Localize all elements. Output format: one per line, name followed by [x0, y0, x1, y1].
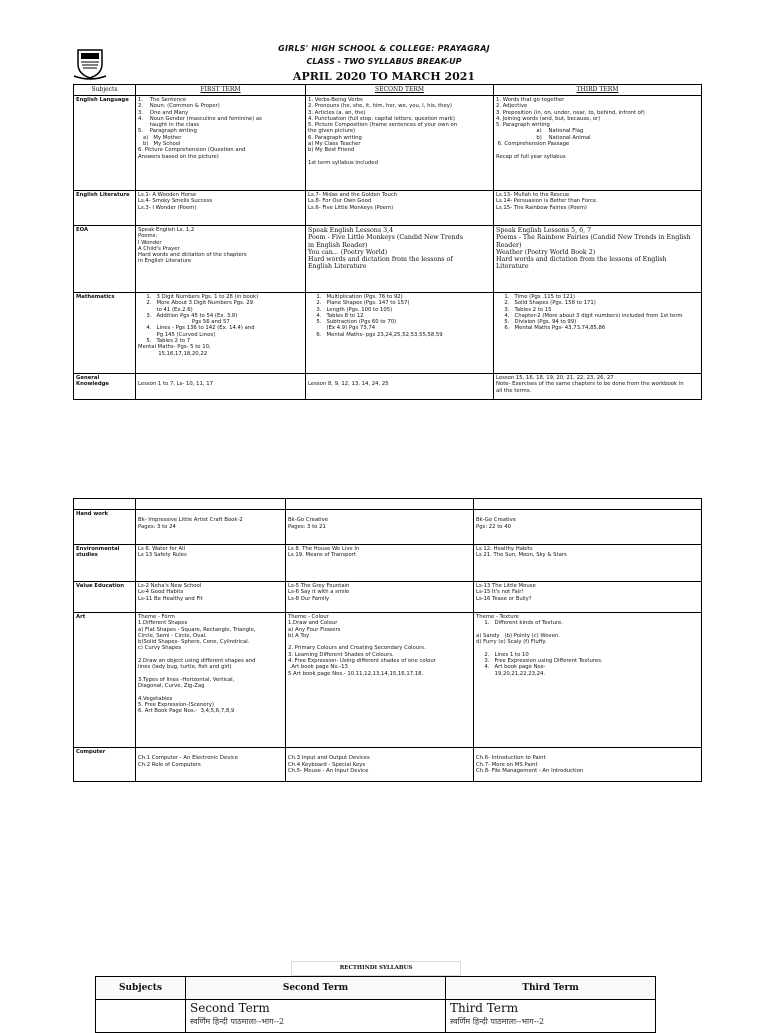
third-term-cell [494, 226, 702, 293]
third-term-cell [474, 510, 702, 545]
syllabus-line: 4. Chapter-2 (More about 3 digit numbers) included from 1st term [496, 312, 683, 319]
syllabus-line: Ls.8- For Our Own Good [308, 198, 372, 205]
syllabus-line: Theme - Texture [476, 614, 519, 620]
third-term-cell [474, 545, 702, 582]
hindi-col-second: Second Term [186, 977, 446, 1000]
syllabus-line: in English Reader) [308, 241, 368, 249]
second-term-cell [306, 191, 494, 226]
syllabus-line: Ls-13 The Little Mouse [476, 583, 536, 589]
syllabus-line: 19,20,21,22,23,24. [476, 670, 546, 677]
syllabus-line: lines (lady bug, turtle, fish and girl) [138, 664, 232, 671]
table-row [74, 293, 702, 374]
syllabus-line: 3. Addition Pgs 45 to 54 (Ex. 3.8) [138, 312, 238, 319]
col-second-term: SECOND TERM [306, 85, 494, 96]
syllabus-line: 3. Tables 2 to 15 [496, 306, 552, 313]
syllabus-line: 5. Paragraph writing [496, 122, 550, 129]
syllabus-line: 4. Free Expression- Using different shades of one colour [288, 658, 436, 665]
syllabus-line: I Wonder [138, 239, 162, 246]
syllabus-line: 4. Art book page Nos- [476, 664, 546, 671]
syllabus-line: Speak English Ls. 1,2 [138, 227, 195, 233]
syllabus-line: 4. Noun Gender (masculine and feminine) as [138, 115, 262, 122]
syllabus-line: A Child's Prayer [138, 245, 180, 252]
syllabus-line: 2.Draw an object using different shapes and [138, 658, 256, 665]
syllabus-line: Ch.1 Computer - An Electronic Device [138, 755, 238, 762]
subject-cell: English Language [74, 96, 136, 191]
syllabus-line: Literature [496, 263, 529, 271]
syllabus-line: Weather (Poetry World Book 2) [496, 248, 596, 256]
class-title: CLASS - TWO SYLLABUS BREAK-UP [306, 57, 462, 66]
syllabus-line: Poem - Five Little Monkeys (Candid New Trends [308, 234, 463, 242]
syllabus-line: Poems - The Rainbow Fairies (Candid New Trends in English [496, 234, 691, 242]
syllabus-line: Bk- Impressive Little Artist Craft Book-2 [138, 517, 243, 524]
hindi-third-term-label: Third Term [450, 1001, 519, 1015]
subject-cell: EOA [74, 226, 136, 293]
syllabus-line: Ls-6 Say it with a smile [288, 589, 350, 596]
syllabus-line: Ls 13 Safety Rules [138, 552, 187, 559]
syllabus-table-1 [73, 84, 702, 400]
syllabus-line: Diagonal, Curve, Zig-Zag [138, 683, 205, 690]
syllabus-line: in English Literature [138, 258, 192, 265]
syllabus-line: 1. Multiplication (Pgs. 76 to 92) [308, 294, 403, 300]
table-row [74, 613, 702, 748]
syllabus-line: 3. Preposition (in, on, under, near, to, behind, infront of) [496, 109, 645, 116]
syllabus-line: a) My Class Teacher [308, 141, 361, 148]
second-term-cell [306, 96, 494, 191]
syllabus-line: 2. Pronouns (he, she, it, him, her, we, you, I, his, they) [308, 103, 452, 110]
table-row [74, 545, 702, 582]
syllabus-line: 3. Free Expression using Different Textures. [476, 658, 603, 665]
table-row [74, 748, 702, 782]
syllabus-line: Ls-15 It's not Fair! [476, 589, 524, 596]
third-term-cell [474, 582, 702, 613]
syllabus-line: Ls.1- A Wooden Horse [138, 192, 197, 198]
syllabus-line: 2. Adjective [496, 103, 528, 110]
syllabus-line: (Ex 4.9) Pgs 73,74 [308, 325, 376, 332]
hindi-syllabus-table [95, 976, 656, 1033]
first-term-cell [136, 191, 306, 226]
syllabus-line: b) My Best Friend [308, 147, 355, 154]
syllabus-line: Answers based on the picture) [138, 153, 219, 160]
syllabus-line: 5. Subtraction (Pgs 60 to 70) [308, 319, 397, 326]
first-term-cell [136, 545, 286, 582]
syllabus-line: Ch.3 Input and Output Devices [288, 755, 370, 762]
syllabus-line: Ls-4 Good Habits [138, 589, 184, 596]
syllabus-line: Ls-16 Tease or Bully? [476, 595, 532, 602]
syllabus-line: b) My School [138, 141, 181, 148]
syllabus-line: You can... (Poetry World) [308, 248, 388, 256]
syllabus-line: Ls 21. The Sun, Moon, Sky & Stars [476, 552, 567, 559]
syllabus-line: 4. Tables 8 to 12 [308, 312, 364, 319]
hindi-book-name: स्वर्णिम हिन्दी पाठमाला--भाग--2 [190, 1017, 285, 1026]
syllabus-line: 5.Art book page Nos.- 10,11,12,13,14,15,16,17,18. [288, 670, 424, 677]
syllabus-line: Theme - Form [138, 614, 175, 620]
syllabus-line: Ch.4 Keyboard - Special Keys [288, 761, 366, 768]
syllabus-line: Ls.7- Midas and the Golden Touch [308, 192, 398, 198]
syllabus-line: Ls.13- Mullah to the Rescue [496, 192, 570, 198]
syllabus-line: Ch.2 Role of Computers [138, 761, 201, 768]
syllabus-line: 2. More About 3 Digit Numbers Pgs. 29 [138, 300, 254, 307]
syllabus-line: Mental Maths- Pgs- 5 to 10, [138, 344, 211, 351]
syllabus-line: Reader) [496, 241, 522, 249]
first-term-cell [136, 374, 306, 400]
syllabus-line: d) Furry (e) Scaly (f) Fluffy. [476, 639, 547, 646]
syllabus-line: Bk-Go Creative [476, 517, 517, 524]
syllabus-line: Bk-Go Creative [288, 517, 329, 524]
syllabus-line: b)Solid Shapes- Sphere, Cone, Cylindrical. [138, 639, 250, 646]
syllabus-line: Ls 19. Means of Transport [288, 552, 357, 559]
syllabus-line: taught in the class [138, 122, 199, 129]
first-term-cell [136, 96, 306, 191]
syllabus-line: Ls-8 Our Family [288, 595, 330, 602]
syllabus-line: 15,16,17,18,20,22 [138, 350, 208, 357]
syllabus-line: Ls.6- Five Little Monkeys (Poem) [308, 204, 394, 211]
syllabus-line: Poems: [138, 233, 158, 240]
school-name: GIRLS' HIGH SCHOOL & COLLEGE: PRAYAGRAJ [278, 44, 490, 53]
syllabus-line: 5. Tables 2 to 7 [138, 338, 191, 345]
syllabus-line: Pg 145 (Curved Lines) [138, 331, 216, 338]
syllabus-line: 2. Solid Shapes (Pgs. 158 to 171) [496, 300, 596, 307]
syllabus-line: Ls-2 Neha's New School [138, 583, 202, 589]
syllabus-line: Ch.8- File Management - An Introduction [476, 767, 584, 774]
syllabus-line: 4. Joining words (and, but, because, or) [496, 115, 601, 122]
syllabus-line: b) A Toy [288, 632, 310, 639]
syllabus-line: 1. 3 Digit Numbers Pgs. 1 to 28 (in book) [138, 294, 259, 300]
subject-cell: General Knowledge [74, 374, 136, 400]
syllabus-line: 1. Verbs-Being Verbs [308, 97, 363, 103]
syllabus-line: Pages: 3 to 24 [138, 523, 176, 530]
syllabus-line: to 41 (Ex.2.6) [138, 306, 193, 313]
subject-cell: Art [74, 613, 136, 748]
syllabus-line: Ch.6- Introduction to Paint [476, 755, 546, 762]
syllabus-line: Hard words and dictation of the chapters [138, 252, 247, 259]
syllabus-line: 4.Vegetables [138, 695, 173, 702]
syllabus-line: Ls 12. Healthy Habits [476, 546, 533, 552]
syllabus-line: 4. Punctuation (full stop, capital letters, question mark) [308, 115, 455, 122]
hindi-col-subjects: Subjects [96, 977, 186, 1000]
syllabus-line: Circle, Semi - Circle, Oval. [138, 632, 207, 639]
hindi-syllabus-title: RECTHINDI SYLLABUS [291, 961, 461, 976]
syllabus-line: .Art book page No.-13 [288, 664, 348, 671]
syllabus-line: Hard words and dictation from the lessons of English [496, 256, 667, 264]
third-term-cell [494, 191, 702, 226]
hindi-second-term-label: Second Term [190, 1001, 270, 1015]
second-term-cell [286, 613, 474, 748]
second-term-cell [306, 293, 494, 374]
first-term-cell [136, 748, 286, 782]
syllabus-line: 2. Lines 1 to 10 [476, 651, 529, 658]
syllabus-line: 2. Noun: (Common & Proper) [138, 103, 220, 110]
syllabus-line: Lesson 1 to 7, Ls- 10, 11, 17 [138, 381, 213, 388]
first-term-cell [136, 226, 306, 293]
syllabus-line: 4. Lines - Pgs 136 to 142 (Ex. 14.4) and [138, 325, 255, 332]
subject-cell: Value Education [74, 582, 136, 613]
second-term-cell [286, 510, 474, 545]
syllabus-line: all the terms. [496, 387, 532, 394]
first-term-cell [136, 293, 306, 374]
hindi-third-cell [446, 1000, 656, 1033]
syllabus-line: 5. Division (Pgs. 94 to 99) [496, 319, 577, 326]
syllabus-line: Pages: 3 to 21 [288, 523, 326, 530]
syllabus-line: 6. Mental Maths- pgs 23,24,25,52,53,55,58,59 [308, 331, 443, 338]
syllabus-line: 3. Articles (a, an, the) [308, 109, 366, 116]
syllabus-line: 1. Words that go together [496, 97, 565, 103]
third-term-cell [494, 374, 702, 400]
table-row [74, 374, 702, 400]
syllabus-line: a) Flat Shapes - Square, Rectangle, Triangle, [138, 626, 256, 633]
syllabus-line: 6. Comprehension Passage [496, 141, 570, 148]
syllabus-line: Note- Exercises of the same chapters to be done from the workbook in [496, 381, 684, 388]
hindi-book-name: स्वर्णिम हिन्दी पाठमाला--भाग--2 [450, 1017, 545, 1026]
syllabus-line: Theme - Colour [288, 614, 329, 620]
session-title: APRIL 2020 TO MARCH 2021 [292, 70, 476, 83]
syllabus-line: Ls-5 The Grey Fountain [288, 583, 350, 589]
syllabus-line: 3. One and Many [138, 109, 189, 116]
syllabus-line: 3. Length (Pgs. 100 to 105) [308, 306, 393, 313]
third-term-cell [474, 613, 702, 748]
syllabus-line: a) My Mother [138, 134, 182, 141]
syllabus-line: Recap of full year syllabus [496, 153, 566, 160]
first-term-cell [136, 582, 286, 613]
syllabus-line: Ch.5- Mouse - An Input Device [288, 767, 369, 774]
subject-cell: Computer [74, 748, 136, 782]
col-third-term: THIRD TERM [494, 85, 702, 96]
col-first-term: FIRST TERM [136, 85, 306, 96]
syllabus-line: 1. Time (Pgs .115 to 121) [496, 294, 575, 300]
syllabus-line: Ls 8. The House We Live In [288, 546, 360, 552]
syllabus-line: 3. Learning Different Shades of Colours. [288, 651, 394, 658]
syllabus-line: 6. Art Book Page Nos.- 3,4,5,6,7,8,9 [138, 708, 235, 715]
syllabus-line: b) National Animal [496, 134, 591, 141]
syllabus-line: a) National Flag [496, 128, 584, 135]
third-term-cell [494, 96, 702, 191]
syllabus-line: 1. Different kinds of Texture. [476, 620, 563, 627]
syllabus-line: Speak English Lessons 5, 6, 7 [496, 227, 592, 234]
syllabus-line: Ls-11 Be Healthy and Fit [138, 595, 203, 602]
syllabus-line: Ls.3- I Wonder (Poem) [138, 204, 197, 211]
syllabus-line: 5. Picture Composition (frame sentences of your own on [308, 122, 458, 129]
syllabus-line: 1.Different Shapes [138, 620, 188, 627]
syllabus-line: 3.Types of lines -Horizontal, Vertical, [138, 676, 235, 683]
syllabus-line: Lesson 15, 16, 18, 19, 20, 21, 22, 23, 26, 27 [496, 375, 614, 381]
third-term-cell [474, 748, 702, 782]
syllabus-line: Ch.7- More on MS Paint [476, 761, 538, 768]
subject-cell: Environmental studies [74, 545, 136, 582]
syllabus-line: a) Any Four Flowers [288, 626, 341, 633]
syllabus-line: 1. The Sentence [138, 97, 187, 103]
second-term-cell [286, 748, 474, 782]
hindi-second-cell [186, 1000, 446, 1033]
syllabus-line: Ls.14- Persuasion is Better than Force. [496, 198, 598, 205]
second-term-cell [286, 545, 474, 582]
first-term-cell [136, 510, 286, 545]
second-term-cell [306, 226, 494, 293]
syllabus-line: Hard words and dictation from the lessons of [308, 256, 453, 264]
table-row [74, 582, 702, 613]
subject-cell: English Literature [74, 191, 136, 226]
syllabus-line: 6. Paragraph writing [308, 134, 362, 141]
first-term-cell [136, 613, 286, 748]
syllabus-line: Pgs: 22 to 40 [476, 523, 511, 530]
syllabus-line: 1.Draw and Colour [288, 620, 338, 627]
syllabus-line: 5. Paragraph writing [138, 128, 197, 135]
syllabus-line: the given picture) [308, 128, 356, 135]
syllabus-table-2 [73, 498, 702, 782]
syllabus-line: 6. Mental Maths Pgs- 43,73,74,85,86 [496, 325, 606, 332]
hindi-col-third: Third Term [446, 977, 656, 1000]
subject-cell: Hand work [74, 510, 136, 545]
syllabus-line: 2. Plane Shapes (Pgs. 147 to 157) [308, 300, 410, 307]
second-term-cell [286, 582, 474, 613]
syllabus-line: 2. Primary Colours and Creating Secondary Colours. [288, 645, 426, 652]
syllabus-line: 5. Free Expression-(Scenery) [138, 702, 214, 709]
syllabus-line: c) Curvy Shapes [138, 645, 182, 652]
syllabus-line: Speak English Lessons 3,4 [308, 227, 394, 234]
syllabus-line: Ls 6. Water for All [138, 546, 186, 552]
table-row [74, 96, 702, 191]
syllabus-line: Pgs 56 and 57 [138, 319, 230, 326]
table-row [74, 226, 702, 293]
syllabus-line: 1st term syllabus included [308, 159, 378, 166]
syllabus-line: Ls.4- Smoky Smells Success [138, 198, 213, 205]
syllabus-line: a) Sandy (b) Pointy (c) Woven. [476, 632, 560, 639]
syllabus-line: 6. Picture Comprehension (Question and [138, 147, 246, 154]
third-term-cell [494, 293, 702, 374]
second-term-cell [306, 374, 494, 400]
table-row [74, 510, 702, 545]
syllabus-line: English Literature [308, 263, 367, 271]
table-row [74, 191, 702, 226]
syllabus-line: Ls.15- The Rainbow Fairies (Poem) [496, 204, 587, 211]
col-subjects: Subjects [74, 85, 136, 96]
syllabus-line: Lesson 8, 9, 12, 13, 14, 24, 25 [308, 381, 389, 388]
subject-cell: Mathematics [74, 293, 136, 374]
